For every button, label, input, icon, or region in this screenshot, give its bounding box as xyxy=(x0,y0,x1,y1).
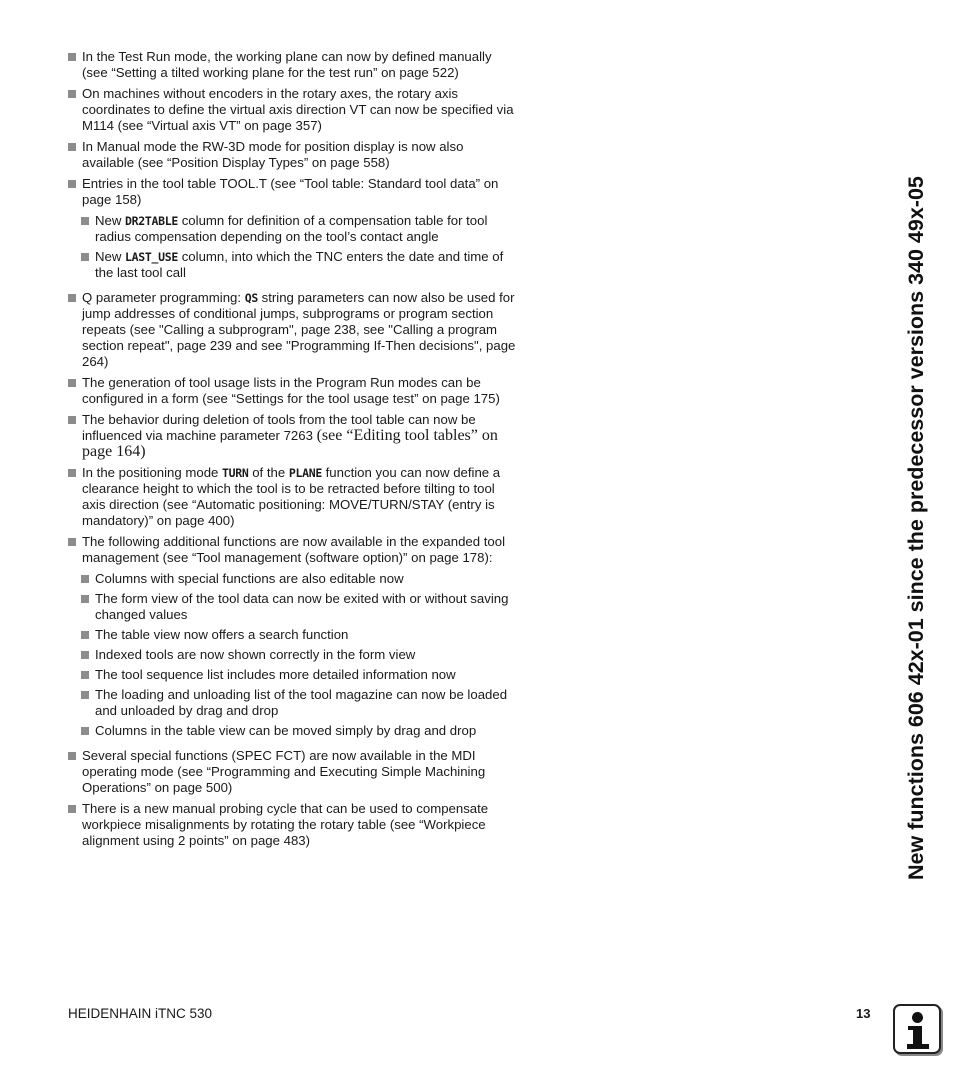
bullet-square-icon xyxy=(68,469,76,477)
bullet-square-icon xyxy=(68,379,76,387)
code-keyword: PLANE xyxy=(288,466,322,480)
sub-list-item: The form view of the tool data can now be exited with or without saving changed values xyxy=(81,591,516,623)
bullet-square-icon xyxy=(81,595,89,603)
code-keyword: LAST_USE xyxy=(125,250,179,264)
chapter-side-title: New functions 606 42x-01 since the predecessor versions 340 49x-05 xyxy=(904,176,928,880)
bullet-square-icon xyxy=(81,651,89,659)
footer-product-name: HEIDENHAIN iTNC 530 xyxy=(68,1006,213,1021)
page-number: 13 xyxy=(856,1006,871,1021)
list-item: Entries in the tool table TOOL.T (see “Tool table: Standard tool data” on page 158) xyxy=(68,176,516,208)
list-item: The generation of tool usage lists in the Program Run modes can be configured in a form (see “Settings for the tool usage test” on page 175) xyxy=(68,375,516,407)
bullet-square-icon xyxy=(81,691,89,699)
bullet-square-icon xyxy=(68,538,76,546)
bullet-square-icon xyxy=(68,416,76,424)
bullet-square-icon xyxy=(81,217,89,225)
list-item: In the Test Run mode, the working plane can now by defined manually (see “Setting a tilted working plane for the test run” on page 522) xyxy=(68,49,516,81)
list-item: Several special functions (SPEC FCT) are now available in the MDI operating mode (see “Programming and Executing Simple Machining Operations” on page 500) xyxy=(68,748,516,796)
bullet-list xyxy=(68,49,516,854)
cross-reference: (see “Editing tool tables” on page 164) xyxy=(82,427,498,460)
bullet-square-icon xyxy=(81,671,89,679)
bullet-square-icon xyxy=(68,752,76,760)
list-item: The behavior during deletion of tools from the tool table can now be influenced via machine parameter 7263 (see “Editing tool tables” on page 164) xyxy=(68,412,516,460)
code-keyword: TURN xyxy=(222,466,249,480)
sub-list-item: Columns in the table view can be moved simply by drag and drop xyxy=(81,723,516,739)
info-icon xyxy=(893,1004,941,1054)
code-keyword: QS xyxy=(244,291,258,305)
list-item: On machines without encoders in the rotary axes, the rotary axis coordinates to define the virtual axis direction VT can now be specified via M114 (see “Virtual axis VT” on page 357) xyxy=(68,86,516,134)
sub-list-item: The tool sequence list includes more detailed information now xyxy=(81,667,516,683)
list-item: Q parameter programming: QS string parameters can now also be used for jump addresses of conditional jumps, subprograms or program section repeats (see "Calling a subprogram", page 238, see "Calling a program section repeat", page 239 and see "Programming If-Then decisions", page 264) xyxy=(68,290,516,370)
code-keyword: DR2TABLE xyxy=(125,214,179,228)
bullet-square-icon xyxy=(68,90,76,98)
bullet-square-icon xyxy=(81,253,89,261)
bullet-square-icon xyxy=(81,575,89,583)
bullet-square-icon xyxy=(68,805,76,813)
list-item: In Manual mode the RW-3D mode for position display is now also available (see “Position Display Types” on page 558) xyxy=(68,139,516,171)
bullet-square-icon xyxy=(68,180,76,188)
list-item: The following additional functions are now available in the expanded tool management (see “Tool management (software option)” on page 178): xyxy=(68,534,516,566)
list-item: There is a new manual probing cycle that can be used to compensate workpiece misalignments by rotating the rotary table (see “Workpiece alignment using 2 points” on page 483) xyxy=(68,801,516,849)
bullet-square-icon xyxy=(68,294,76,302)
bullet-square-icon xyxy=(81,727,89,735)
bullet-square-icon xyxy=(68,143,76,151)
sub-list-item: The table view now offers a search function xyxy=(81,627,516,643)
bullet-square-icon xyxy=(68,53,76,61)
sub-list-item: Columns with special functions are also editable now xyxy=(81,571,516,587)
sub-list-item: Indexed tools are now shown correctly in the form view xyxy=(81,647,516,663)
sub-list-item: The loading and unloading list of the tool magazine can now be loaded and unloaded by drag and drop xyxy=(81,687,516,719)
bullet-square-icon xyxy=(81,631,89,639)
sub-list-item: New LAST_USE column, into which the TNC enters the date and time of the last tool call xyxy=(81,249,516,281)
sub-list-item: New DR2TABLE column for definition of a compensation table for tool radius compensation depending on the tool’s contact angle xyxy=(81,213,516,245)
list-item: In the positioning mode TURN of the PLANE function you can now define a clearance height to which the tool is to be retracted before tilting to tool axis direction (see “Automatic positioning: MOVE/TURN/STAY (entry is mandatory)” on page 400) xyxy=(68,465,516,529)
